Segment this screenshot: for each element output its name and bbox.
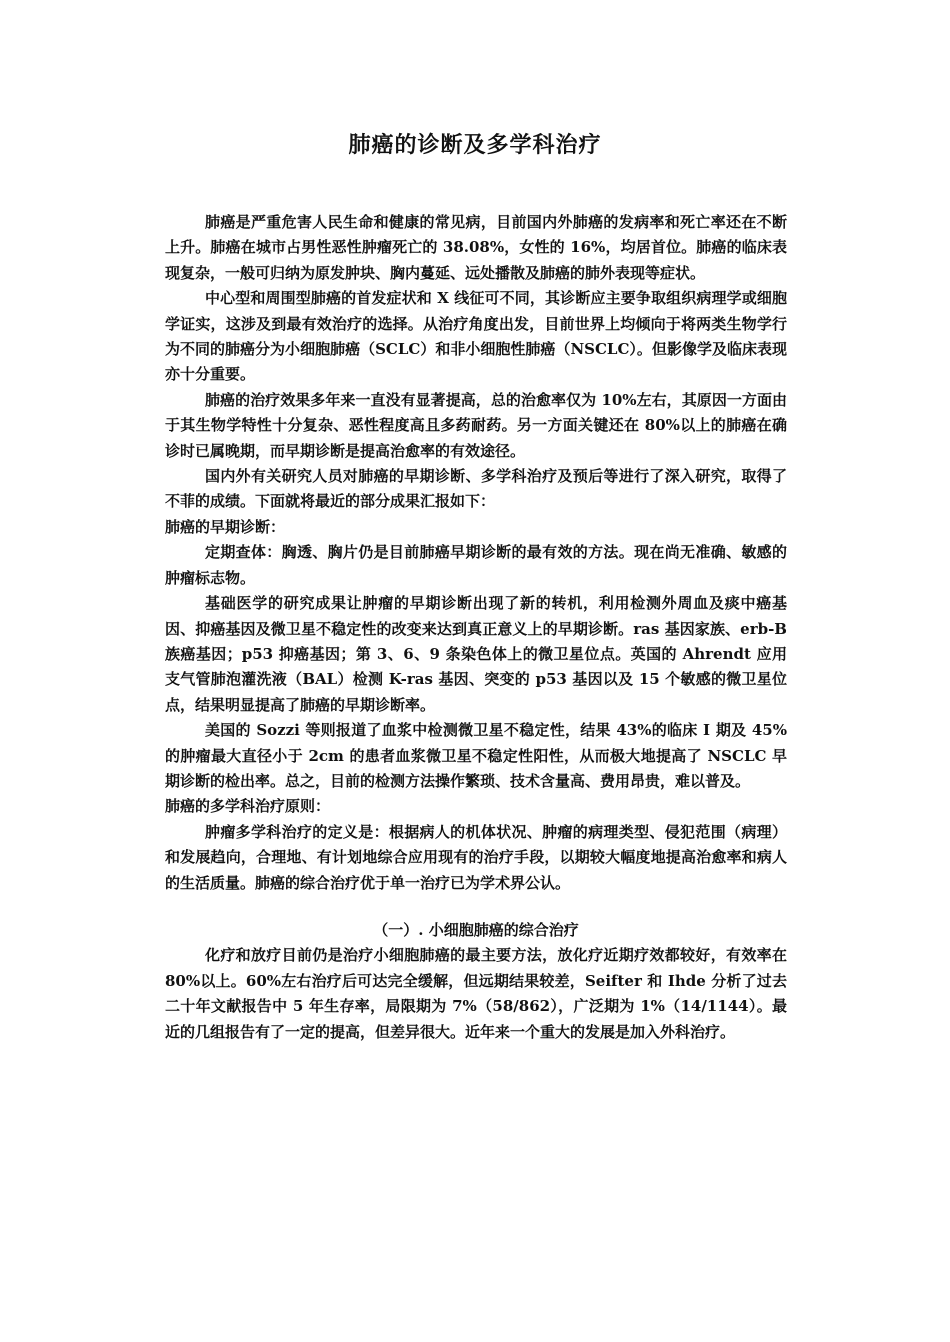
- section-heading-multidisciplinary: 肺癌的多学科治疗原则：: [165, 797, 331, 816]
- paragraph-intro: 肺癌是严重危害人民生命和健康的常见病，目前国内外肺癌的发病率和死亡率还在不断上升。肺癌在城市占男性恶性肿瘤死亡的 38.08%，女性的 16%，均居首位。肺癌的临床表现复杂，一般可归纳为原发肿块、胸内蔓延、远处播散及肺癌的肺外表现等症状。: [165, 213, 787, 282]
- paragraph-treatment-effect: 肺癌的治疗效果多年来一直没有显著提高，总的治愈率仅为 10%左右，其原因一方面由于其生物学特性十分复杂、恶性程度高且多药耐药。另一方面关键还在 80%以上的肺癌在确诊时已属晚期，而早期诊断是提高治愈率的有效途径。: [165, 390, 787, 460]
- paragraph-basic-research: 基础医学的研究成果让肿瘤的早期诊断出现了新的转机，利用检测外周血及痰中癌基因、抑癌基因及微卫星不稳定性的改变来达到真正意义上的早期诊断。ras 基因家族、erb-B 族癌基因；p53 抑癌基因；第 3、6、9 条染色体上的微卫星位点。英国的 Ahrendt 应用支气管肺泡灌洗液（BAL）检测 K-ras 基因、突变的 p53 基因以及 15 个敏感的微卫星位点，结果明显提高了肺癌的早期诊断率。: [165, 594, 787, 714]
- document-body: [165, 210, 787, 1045]
- subsection-heading-sclc: （一）. 小细胞肺癌的综合治疗: [373, 920, 579, 939]
- paragraph-research: 国内外有关研究人员对肺癌的早期诊断、多学科治疗及预后等进行了深入研究，取得了不菲的成绩。下面就将最近的部分成果汇报如下：: [165, 467, 787, 511]
- section-heading-early-diagnosis: 肺癌的早期诊断：: [165, 517, 286, 536]
- paragraph-classification: 中心型和周围型肺癌的首发症状和 X 线征可不同，其诊断应主要争取组织病理学或细胞学证实，这涉及到最有效治疗的选择。从治疗角度出发，目前世界上均倾向于将两类生物学行为不同的肺癌分为小细胞肺癌（SCLC）和非小细胞性肺癌（NSCLC）。但影像学及临床表现亦十分重要。: [165, 289, 787, 384]
- paragraph-sclc-treatment: 化疗和放疗目前仍是治疗小细胞肺癌的最主要方法，放化疗近期疗效都较好，有效率在 80%以上。60%左右治疗后可达完全缓解，但远期结果较差，Seifter 和 Ihde 分析了过去二十年文献报告中 5 年生存率，局限期为 7%（58/862），广泛期为 1%（14/1144）。最近的几组报告有了一定的提高，但差异很大。近年来一个重大的发展是加入外科治疗。: [165, 946, 787, 1041]
- paragraph-sozzi: 美国的 Sozzi 等则报道了血浆中检测微卫星不稳定性，结果 43%的临床 Ⅰ 期及 45%的肿瘤最大直径小于 2cm 的患者血浆微卫星不稳定性阳性，从而极大地提高了 NSCLC 早期诊断的检出率。总之，目前的检测方法操作繁琐、技术含量高、费用昂贵，难以普及。: [165, 721, 787, 790]
- paragraph-checkup: 定期查体：胸透、胸片仍是目前肺癌早期诊断的最有效的方法。现在尚无准确、敏感的肿瘤标志物。: [165, 543, 787, 587]
- paragraph-definition: 肿瘤多学科治疗的定义是：根据病人的机体状况、肿瘤的病理类型、侵犯范围（病理）和发展趋向，合理地、有计划地综合应用现有的治疗手段，以期较大幅度地提高治愈率和病人的生活质量。肺癌的综合治疗优于单一治疗已为学术界公认。: [165, 822, 787, 892]
- document-title: 肺癌的诊断及多学科治疗: [348, 132, 602, 158]
